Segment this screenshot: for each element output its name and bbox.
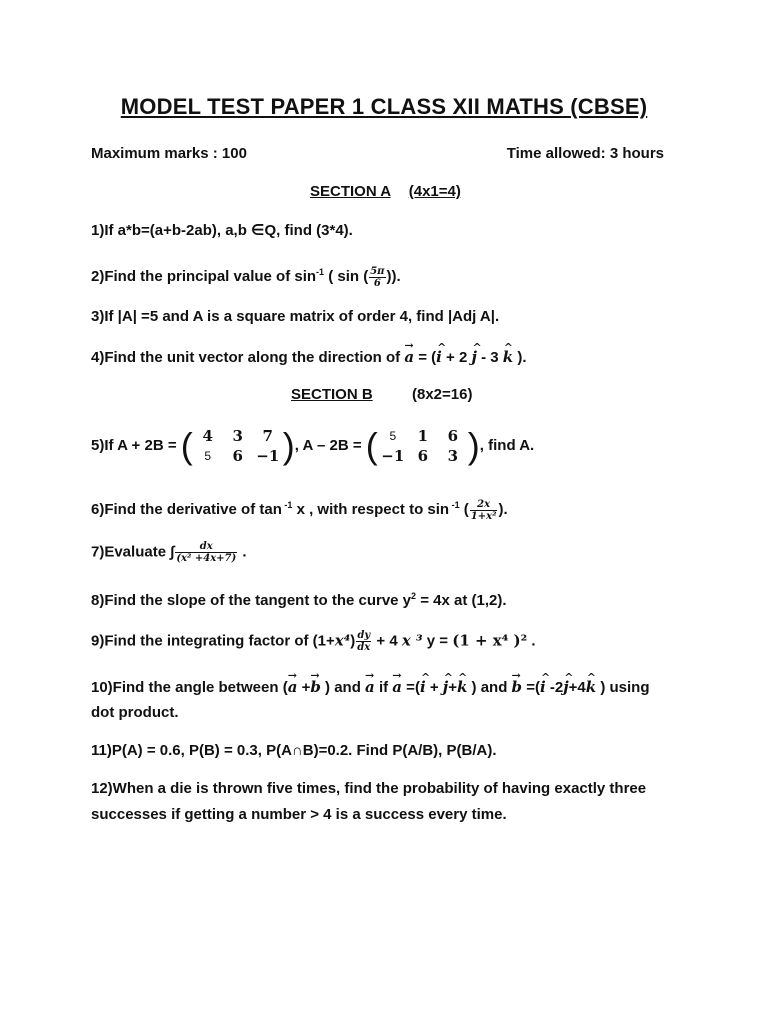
q9-denominator: dx: [357, 642, 371, 653]
matrix-grid-2: [378, 426, 468, 466]
q10-vector-b: → b: [310, 677, 321, 697]
q6-superscript-2: -1: [449, 500, 460, 510]
matrix-cell: −1: [256, 447, 280, 465]
matrix-cell: 3: [232, 427, 243, 445]
q10-k-hat-2: ^ k: [586, 677, 596, 697]
q8-end: = 4x at (1,2).: [416, 592, 507, 609]
q5-mid: , A – 2B =: [294, 436, 366, 454]
q9-x4: x⁴: [334, 631, 351, 650]
question-10: [91, 677, 649, 698]
q4-k-hat: ^ k: [503, 347, 513, 367]
q10-m2: +4: [568, 679, 586, 696]
q6-superscript-1: -1: [281, 500, 293, 510]
paper-title: MODEL TEST PAPER 1 CLASS XII MATHS (CBSE): [120, 94, 648, 119]
question-11: 11)P(A) = 0.6, P(B) = 0.3, P(A∩B)=0.2. Find P(A/B), P(B/A).: [91, 742, 497, 759]
q9-text: 9)Find the integrating factor of (1+: [91, 632, 335, 650]
q6-numerator: 2x: [470, 499, 498, 511]
q2-mid: ( sin (: [324, 268, 369, 285]
q10-plus: +: [297, 679, 311, 696]
q6-text: 6)Find the derivative of tan: [91, 501, 282, 518]
matrix-a-minus-2b: [366, 426, 480, 466]
q4-mid2: - 3: [476, 349, 503, 366]
matrix-cell: 4: [202, 427, 213, 445]
q8-superscript: 2: [411, 591, 417, 601]
q10-def-a-open: =(: [402, 679, 420, 696]
time-allowed: Time allowed: 3 hours: [506, 145, 664, 162]
section-b-name: SECTION B: [291, 386, 373, 403]
q2-numerator: 5π: [370, 265, 385, 277]
q9-fraction: [356, 630, 371, 653]
question-4: [91, 347, 527, 368]
matrix-cell: −1: [381, 447, 405, 465]
right-paren: ): [282, 425, 295, 466]
q10-i-hat-2: ^ i: [540, 677, 546, 697]
q10-p2: +: [448, 679, 457, 696]
question-5: [91, 426, 534, 466]
matrix-cell: 6: [417, 447, 428, 465]
section-a-heading: [310, 183, 461, 200]
q8-text: 8)Find the slope of the tangent to the curve y: [91, 592, 412, 609]
q4-eq: = (: [414, 349, 437, 366]
q4-end: ).: [513, 349, 527, 366]
q10-text: 10)Find the angle between (: [91, 679, 288, 696]
q10-def-b-open: =(: [522, 679, 540, 696]
q5-text: 5)If A + 2B =: [91, 436, 177, 454]
matrix-cell: 6: [447, 427, 458, 445]
matrix-cell: 3: [447, 447, 458, 465]
q10-p1: +: [425, 679, 443, 696]
q10-j-hat-2: ^ j: [563, 677, 568, 697]
q9-rhs: (1 + x⁴ )²: [452, 631, 528, 650]
q2-superscript: -1: [316, 267, 325, 277]
left-paren: (: [180, 425, 193, 466]
q6-open: (: [459, 501, 469, 518]
matrix-grid-1: [193, 426, 283, 466]
question-7: [91, 541, 247, 564]
q6-fraction: [470, 499, 498, 522]
matrix-cell: 1: [417, 427, 428, 445]
section-a-marks: (4x1=4): [408, 183, 461, 200]
question-10-line-2: dot product.: [91, 704, 179, 721]
q7-text: 7)Evaluate ∫: [91, 543, 175, 561]
q10-mid1: ) and: [320, 679, 366, 696]
question-8: [91, 586, 507, 611]
q9-x3: x ³: [401, 631, 423, 650]
q4-i-hat: ^ i: [436, 347, 442, 367]
q4-vector-a: → a: [404, 347, 414, 367]
section-a-name: SECTION A: [310, 183, 391, 200]
q10-end: ) using: [596, 679, 650, 696]
q4-mid1: + 2: [441, 349, 472, 366]
q10-and: ) and: [467, 679, 512, 696]
q7-denominator: (x² +4x+7): [176, 553, 237, 564]
q10-vector-a-2: → a: [365, 677, 375, 697]
q10-vector-a-3: → a: [392, 677, 402, 697]
q9-paren: ): [350, 632, 356, 650]
question-12: 12)When a die is thrown five times, find the probability of having exactly three successes if getting a number > 4 is a success every time.: [91, 780, 647, 823]
q9-end: .: [527, 632, 536, 650]
question-1: 1)If a*b=(a+b-2ab), a,b ∈Q, find (3*4).: [91, 222, 353, 239]
question-2: [91, 262, 401, 289]
question-3: 3)If |A| =5 and A is a square matrix of order 4, find |Adj A|.: [91, 308, 500, 325]
q10-if: if: [374, 679, 393, 696]
q9-mid: + 4: [372, 632, 402, 650]
q7-end: .: [238, 543, 247, 561]
q7-fraction: [175, 541, 237, 564]
q10-m1: -2: [545, 679, 564, 696]
q10-vector-b-2: → b: [512, 677, 523, 697]
left-paren: (: [365, 425, 378, 466]
q10-k-hat: ^ k: [457, 677, 467, 697]
question-9: [91, 630, 536, 653]
q2-fraction: [369, 266, 385, 289]
matrix-a-plus-2b: [181, 426, 295, 466]
matrix-cell: 7: [262, 427, 273, 445]
q10-j-hat: ^ j: [443, 677, 448, 697]
q6-mid: x , with respect to sin: [296, 501, 450, 518]
matrix-cell: 5: [389, 429, 397, 443]
question-6: [91, 495, 508, 522]
right-paren: ): [467, 425, 480, 466]
maximum-marks: Maximum marks : 100: [91, 145, 247, 162]
q10-vector-a: → a: [288, 677, 298, 697]
q2-text: 2)Find the principal value of sin: [91, 268, 317, 285]
q2-denominator: 6: [373, 277, 381, 289]
q5-end: , find A.: [479, 436, 535, 454]
matrix-cell: 6: [232, 447, 243, 465]
q9-numerator: dy: [357, 630, 371, 641]
q6-denominator: 1+x²: [470, 510, 497, 522]
q7-numerator: dx: [175, 541, 237, 553]
matrix-cell: 5: [204, 449, 212, 463]
q9-y: y =: [422, 632, 453, 650]
q10-i-hat: ^ i: [420, 677, 426, 697]
q6-end: ).: [498, 501, 508, 518]
q2-end: )).: [386, 268, 401, 285]
q4-text: 4)Find the unit vector along the direction of: [91, 349, 405, 366]
section-b-marks: (8x2=16): [412, 386, 473, 403]
q4-j-hat: ^ j: [471, 347, 476, 367]
